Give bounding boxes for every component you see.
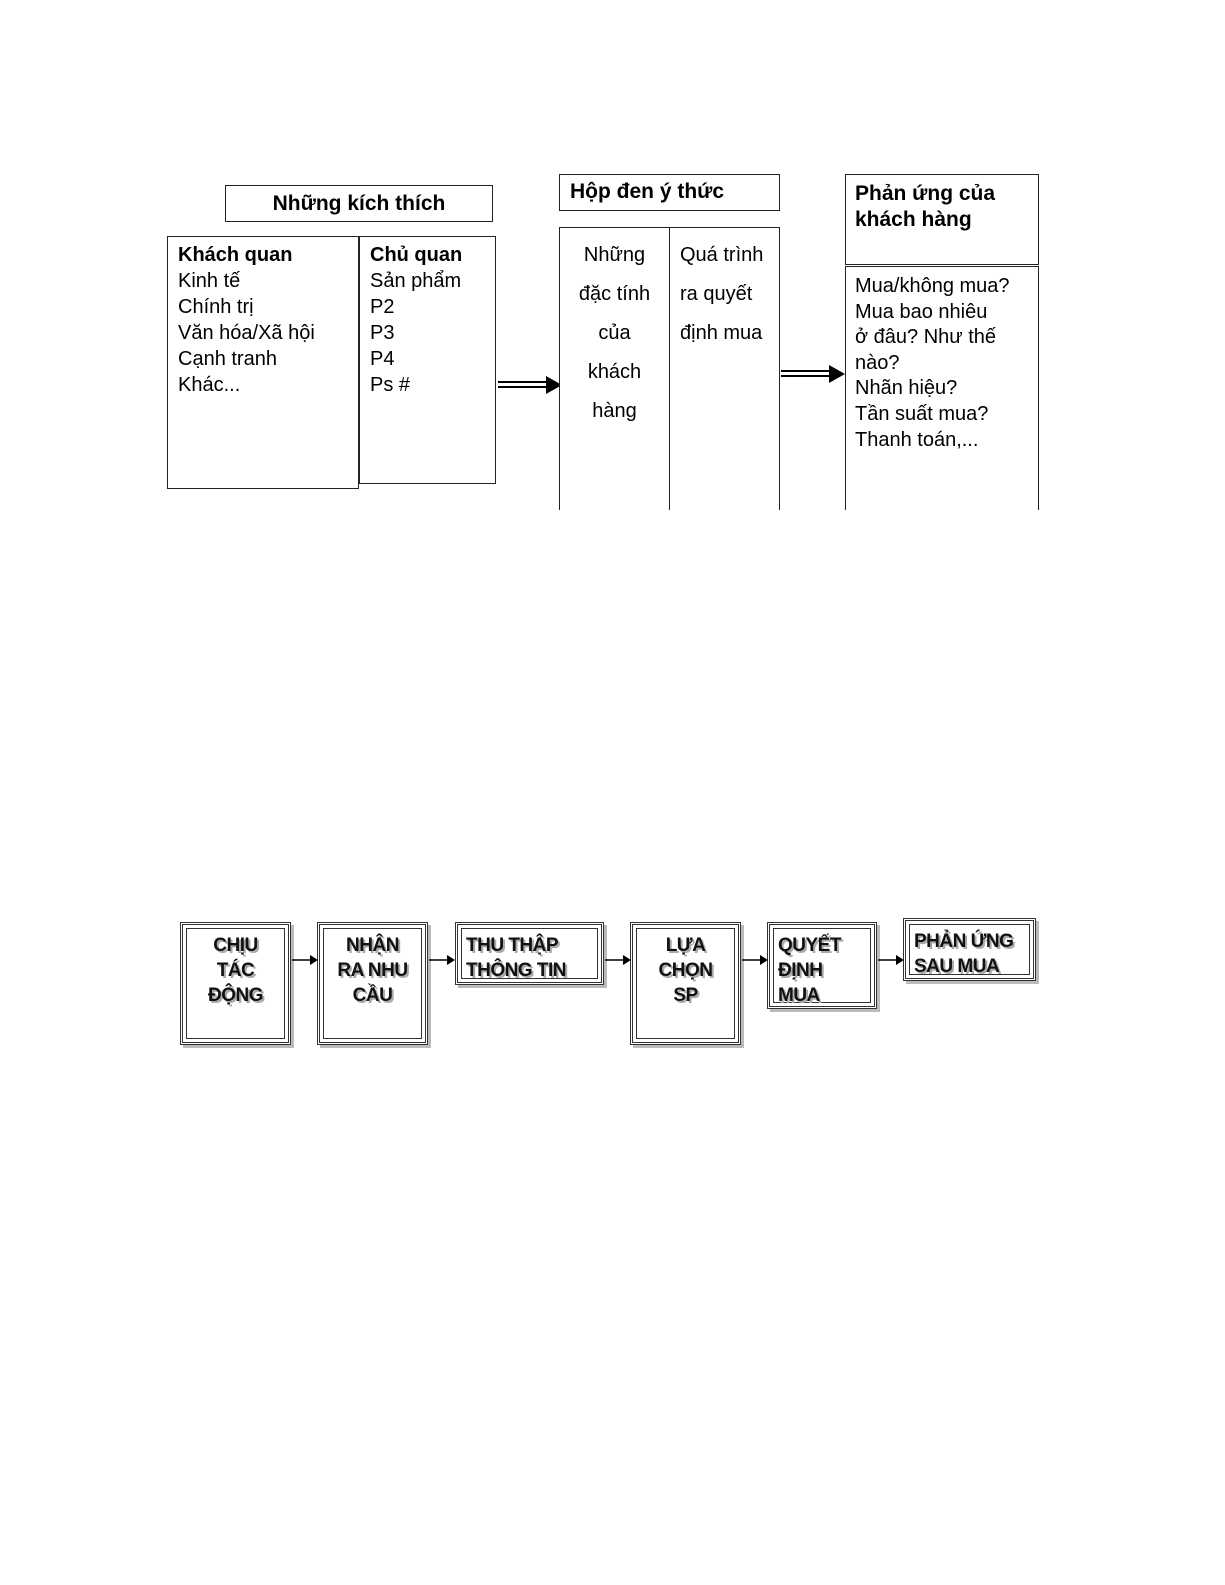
response-item: Mua bao nhiêu [855, 300, 988, 323]
objective-head: Khách quan [178, 244, 293, 266]
subjective-item: P3 [370, 322, 395, 344]
step-line: CẦU [352, 985, 393, 1006]
step-line: SP [673, 985, 698, 1006]
response-item: Thanh toán,... [855, 428, 979, 451]
blackbox-title: Hộp đen ý thức [570, 180, 725, 203]
step-line: ĐỊNH [778, 960, 823, 981]
stimuli-title-box [225, 185, 493, 222]
step-box [317, 922, 428, 1045]
objective-item: Cạnh tranh [178, 348, 277, 370]
subjective-item: P2 [370, 296, 395, 318]
step-line: MUA [778, 985, 820, 1006]
step-line: TÁC [216, 960, 255, 981]
step-box [455, 922, 604, 985]
arrow-right-icon [781, 363, 847, 385]
response-title-box [845, 174, 1039, 265]
arrow-right-icon [429, 954, 455, 966]
subjective-item: P4 [370, 348, 395, 370]
subjective-box [359, 236, 496, 484]
blackbox-left-box [559, 227, 670, 510]
step-line: RA NHU [337, 960, 408, 981]
objective-item: Khác... [178, 374, 241, 396]
arrow-right-icon [292, 954, 318, 966]
response-item: Mua/không mua? [855, 275, 1010, 297]
blackbox-left-line: khách [587, 361, 642, 383]
arrow-right-icon [742, 954, 768, 966]
blackbox-title-box [559, 174, 780, 211]
objective-box [167, 236, 359, 489]
stimuli-title: Những kích thích [272, 192, 446, 215]
step-line: NHẬN [346, 935, 399, 956]
response-box [845, 266, 1039, 510]
blackbox-right-line: Quá trình [680, 244, 764, 266]
objective-item: Văn hóa/Xã hội [178, 322, 315, 344]
step-line: LỰA [665, 935, 706, 956]
step-line: CHỊU [213, 935, 258, 956]
response-item: Tần suất mua? [855, 402, 989, 425]
arrow-right-icon [498, 374, 564, 396]
step-box [767, 922, 877, 1009]
blackbox-right-box [669, 227, 780, 510]
blackbox-left-line: hàng [592, 400, 637, 422]
response-item: ở đâu? Như thế [855, 326, 997, 349]
step-line: ĐỘNG [208, 985, 263, 1006]
response-title-line: khách hàng [855, 208, 972, 231]
subjective-head: Chủ quan [370, 244, 463, 266]
step-line: PHẢN ỨNG [914, 931, 1014, 952]
blackbox-left-line: đặc tính [578, 283, 651, 305]
arrow-right-icon [605, 954, 631, 966]
objective-item: Chính trị [178, 296, 254, 318]
step-line: THU THẬP [466, 935, 559, 956]
response-title-line: Phản ứng của [855, 182, 996, 205]
step-box [903, 918, 1036, 981]
step-line: CHỌN [658, 960, 713, 981]
response-item: nào? [855, 351, 900, 374]
step-box [180, 922, 291, 1045]
step-box [630, 922, 741, 1045]
step-line: SAU MUA [914, 956, 1000, 977]
blackbox-left-line: của [598, 322, 631, 344]
objective-item: Kinh tế [178, 270, 241, 292]
blackbox-left-line: Những [583, 244, 646, 266]
subjective-item: Ps # [370, 374, 411, 396]
blackbox-right-line: ra quyết [680, 283, 753, 305]
step-line: THÔNG TIN [466, 960, 566, 981]
blackbox-right-line: định mua [680, 322, 763, 344]
step-line: QUYẾT [778, 935, 841, 956]
subjective-item: Sản phẩm [370, 270, 462, 292]
response-item: Nhãn hiệu? [855, 377, 958, 400]
arrow-right-icon [878, 954, 904, 966]
